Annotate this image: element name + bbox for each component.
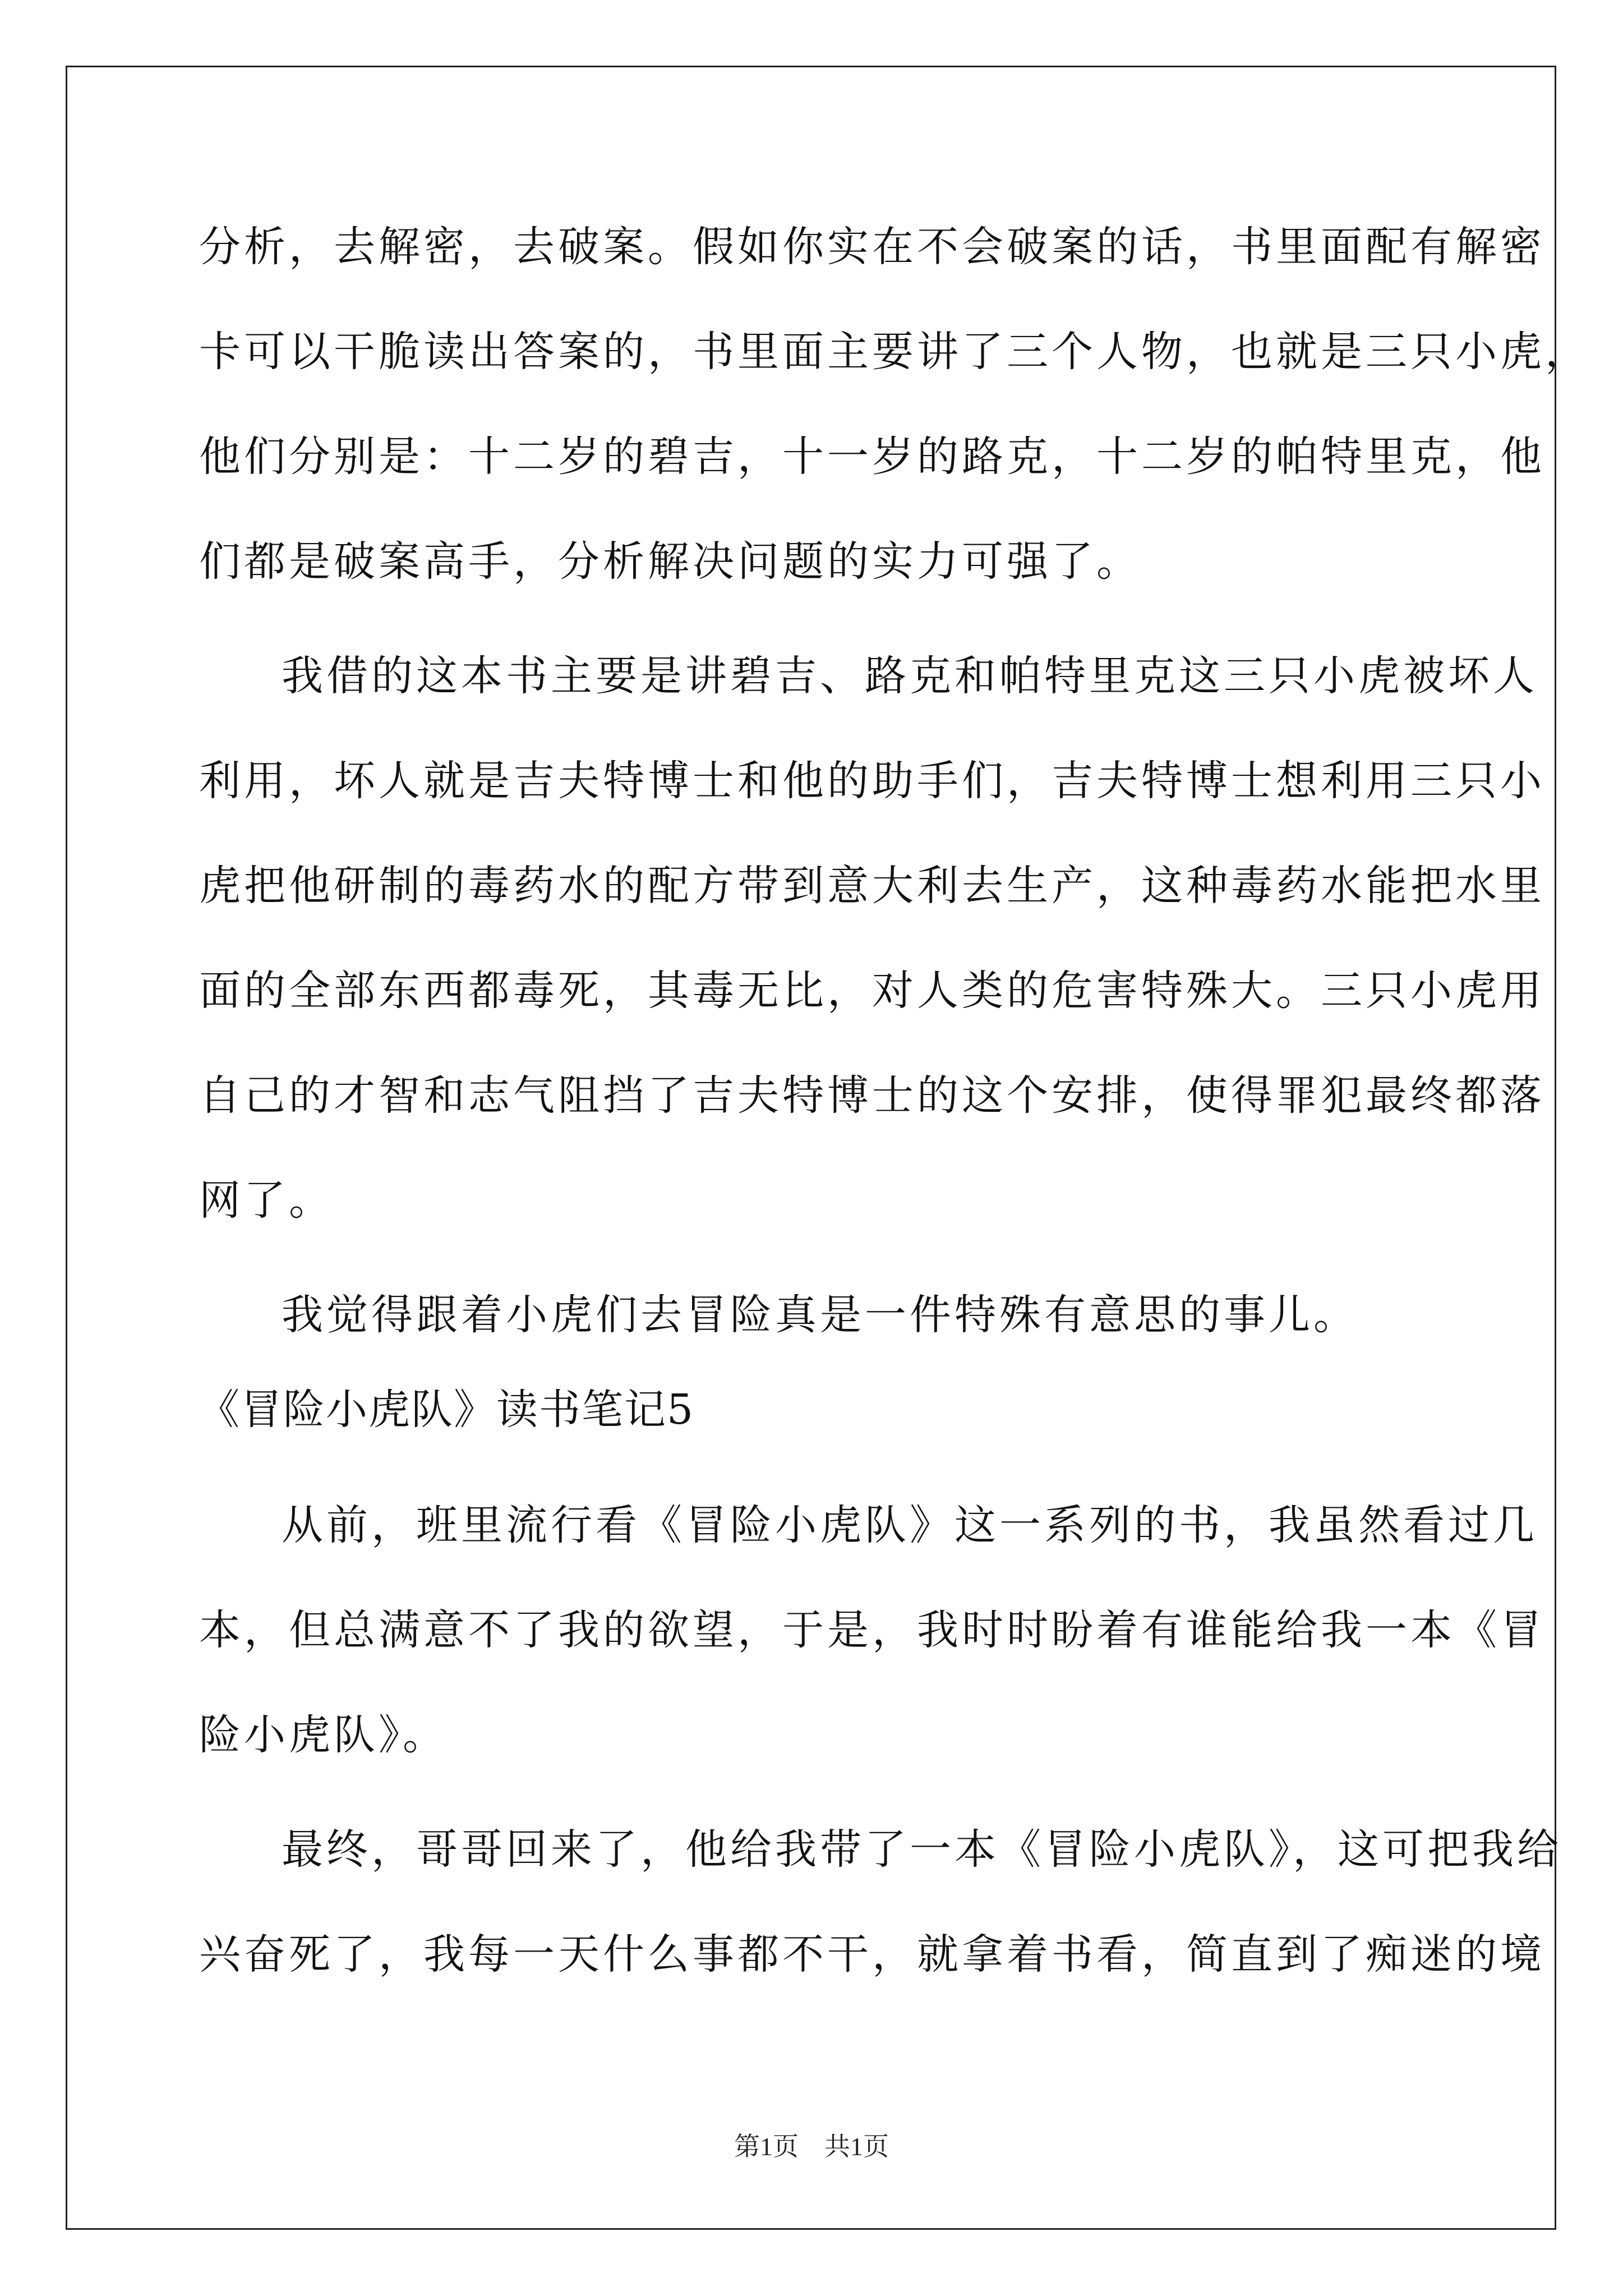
text-line: 利用，坏人就是吉夫特博士和他的助手们，吉夫特博士想利用三只小 bbox=[199, 757, 1545, 805]
text-line: 网了。 bbox=[199, 1176, 334, 1225]
text-line: 兴奋死了，我每一天什么事都不干，就拿着书看，简直到了痴迷的境 bbox=[199, 1930, 1545, 1978]
text-line: 虎把他研制的毒药水的配方带到意大利去生产，这种毒药水能把水里 bbox=[199, 862, 1545, 910]
text-line: 自己的才智和志气阻挡了吉夫特博士的这个安排，使得罪犯最终都落 bbox=[199, 1071, 1545, 1120]
text-line: 本，但总满意不了我的欲望，于是，我时时盼着有谁能给我一本《冒 bbox=[199, 1606, 1545, 1654]
paragraph-first-line: 最终，哥哥回来了，他给我带了一本《冒险小虎队》，这可把我给 bbox=[282, 1825, 1562, 1874]
text-line: 他们分别是：十二岁的碧吉，十一岁的路克，十二岁的帕特里克，他 bbox=[199, 432, 1545, 481]
text-line: 险小虎队》。 bbox=[199, 1711, 448, 1759]
paragraph-first-line: 我借的这本书主要是讲碧吉、路克和帕特里克这三只小虎被坏人 bbox=[282, 652, 1538, 700]
section-heading: 《冒险小虎队》读书笔记5 bbox=[198, 1386, 695, 1434]
page-border bbox=[66, 66, 1556, 2230]
paragraph-first-line: 我觉得跟着小虎们去冒险真是一件特殊有意思的事儿。 bbox=[282, 1291, 1358, 1339]
text-line: 卡可以干脆读出答案的，书里面主要讲了三个人物，也就是三只小虎， bbox=[199, 328, 1590, 376]
text-line: 分析，去解密，去破案。假如你实在不会破案的话，书里面配有解密 bbox=[199, 223, 1545, 271]
page-number-footer: 第1页 共1页 bbox=[734, 2132, 889, 2161]
text-line: 面的全部东西都毒死，其毒无比，对人类的危害特殊大。三只小虎用 bbox=[199, 967, 1545, 1015]
text-line: 们都是破案高手，分析解决问题的实力可强了。 bbox=[199, 537, 1141, 586]
paragraph-first-line: 从前，班里流行看《冒险小虎队》这一系列的书，我虽然看过几 bbox=[282, 1501, 1538, 1549]
